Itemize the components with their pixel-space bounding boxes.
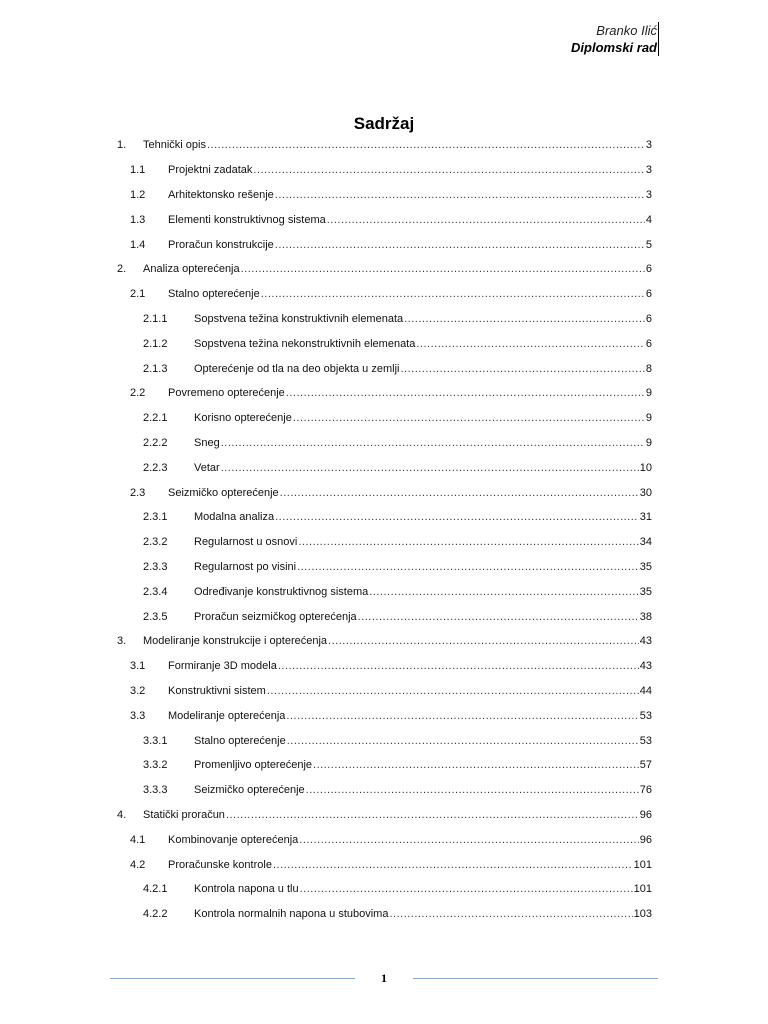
toc-entry-page: 31 — [639, 511, 652, 524]
toc-entry[interactable] — [117, 381, 652, 406]
toc-entry[interactable] — [117, 753, 652, 778]
toc-dot-leader — [207, 139, 645, 151]
toc-entry-number: 2.1.3 — [143, 362, 168, 375]
toc-entry-number: 4.1 — [130, 833, 146, 846]
toc-entry[interactable] — [117, 703, 652, 728]
toc-entry-label: Opterećenje od tla na deo objekta u zemlji — [194, 362, 400, 375]
toc-entry-label: Modalna analiza — [194, 511, 275, 524]
toc-entry-label: Modeliranje opterećenja — [168, 709, 286, 722]
toc-dot-leader — [327, 214, 645, 226]
toc-dot-leader — [313, 759, 639, 771]
toc-entry-number: 2.2.2 — [143, 436, 168, 449]
footer-rule-left — [110, 978, 355, 979]
toc-dot-leader — [293, 412, 645, 424]
toc-entry-label: Stalno opterećenje — [168, 288, 260, 301]
toc-dot-leader — [275, 239, 645, 251]
toc-entry-page: 57 — [639, 759, 652, 772]
toc-entry-label: Vetar — [194, 461, 220, 474]
toc-entry-number: 2.3.2 — [143, 536, 168, 549]
toc-entry-label: Sopstvena težina konstruktivnih elemenata — [194, 312, 404, 325]
toc-entry-label: Proračunske kontrole — [168, 858, 272, 871]
toc-dot-leader — [286, 387, 645, 399]
toc-entry-page: 5 — [645, 238, 652, 251]
toc-entry-page: 3 — [645, 188, 652, 201]
toc-entry-number: 4.2.1 — [143, 883, 168, 896]
toc-entry-number: 1.1 — [130, 164, 146, 177]
toc-entry-label: Seizmičko opterećenje — [168, 486, 279, 499]
toc-entry-label: Povremeno opterećenje — [168, 387, 285, 400]
toc-entry[interactable] — [117, 431, 652, 456]
toc-entry-page: 30 — [639, 486, 652, 499]
toc-entry[interactable] — [117, 307, 652, 332]
toc-dot-leader — [241, 263, 645, 275]
footer-page-number: 1 — [381, 971, 387, 985]
header-author: Branko Ilić — [596, 23, 657, 38]
toc-entry-page: 96 — [639, 833, 652, 846]
toc-dot-leader — [286, 710, 638, 722]
toc-entry-number: 4.2.2 — [143, 908, 168, 921]
toc-dot-leader — [287, 735, 639, 747]
toc-entry-number: 3.3.2 — [143, 759, 168, 772]
toc-entry-label: Seizmičko opterećenje — [194, 784, 305, 797]
toc-entry-page: 3 — [645, 164, 652, 177]
toc-entry-number: 2.3.1 — [143, 511, 168, 524]
toc-entry-page: 76 — [639, 784, 652, 797]
toc-entry-number: 3.3.3 — [143, 784, 168, 797]
toc-entry-number: 2.1 — [130, 288, 146, 301]
toc-entry[interactable] — [117, 902, 652, 927]
toc-entry[interactable] — [117, 803, 652, 828]
toc-entry-label: Arhitektonsko rešenje — [168, 188, 274, 201]
toc-entry-number: 1.3 — [130, 213, 146, 226]
toc-entry-page: 34 — [639, 536, 652, 549]
toc-entry-number: 2.3 — [130, 486, 146, 499]
toc-entry[interactable] — [117, 629, 652, 654]
toc-entry[interactable] — [117, 579, 652, 604]
toc-entry[interactable] — [117, 207, 652, 232]
toc-entry-number: 3.2 — [130, 684, 146, 697]
toc-entry-page: 53 — [639, 734, 652, 747]
toc-entry[interactable] — [117, 827, 652, 852]
toc-entry[interactable] — [117, 257, 652, 282]
toc-entry-label: Određivanje konstruktivnog sistema — [194, 585, 369, 598]
toc-entry-page: 53 — [639, 709, 652, 722]
toc-dot-leader — [299, 834, 638, 846]
toc-dot-leader — [404, 313, 645, 325]
toc-entry-label: Statički proračun — [143, 808, 225, 821]
toc-entry[interactable] — [117, 679, 652, 704]
toc-dot-leader — [275, 189, 645, 201]
toc-dot-leader — [298, 536, 638, 548]
toc-title: Sadržaj — [353, 114, 415, 133]
toc-entry-number: 4. — [117, 808, 127, 821]
toc-entry-label: Proračun konstrukcije — [168, 238, 274, 251]
toc-entry-page: 4 — [645, 213, 652, 226]
toc-entry-label: Konstruktivni sistem — [168, 684, 266, 697]
toc-entry-label: Kontrola napona u tlu — [194, 883, 299, 896]
toc-entry[interactable] — [117, 183, 652, 208]
toc-entry-number: 2.1.2 — [143, 337, 168, 350]
toc-dot-leader — [416, 338, 645, 350]
toc-dot-leader — [280, 487, 639, 499]
toc-dot-leader — [261, 288, 645, 300]
toc-entry-label: Kombinovanje opterećenja — [168, 833, 299, 846]
toc-dot-leader — [297, 561, 639, 573]
toc-entry[interactable] — [117, 232, 652, 257]
toc-entry-page: 6 — [645, 312, 652, 325]
toc-dot-leader — [369, 586, 639, 598]
toc-dot-leader — [253, 164, 644, 176]
toc-dot-leader — [400, 363, 644, 375]
toc-entry-page: 44 — [639, 684, 652, 697]
toc-entry-label: Stalno opterećenje — [194, 734, 286, 747]
toc-entry-page: 9 — [645, 412, 652, 425]
toc-entry-number: 2. — [117, 263, 127, 276]
table-of-contents — [117, 133, 652, 927]
toc-entry-page: 6 — [645, 337, 652, 350]
toc-entry-number: 2.1.1 — [143, 312, 168, 325]
toc-entry-number: 1.2 — [130, 188, 146, 201]
toc-entry-number: 3. — [117, 635, 127, 648]
toc-entry-number: 1.4 — [130, 238, 146, 251]
toc-entry-page: 6 — [645, 288, 652, 301]
toc-entry-label: Korisno opterećenje — [194, 412, 292, 425]
toc-entry-number: 3.3.1 — [143, 734, 168, 747]
toc-entry-page: 10 — [639, 461, 652, 474]
toc-entry-page: 3 — [645, 139, 652, 152]
header-document-title: Diplomski rad — [571, 40, 657, 55]
toc-entry[interactable] — [117, 555, 652, 580]
toc-entry-number: 2.3.5 — [143, 610, 168, 623]
toc-entry-label: Proračun seizmičkog opterećenja — [194, 610, 357, 623]
toc-entry-label: Projektni zadatak — [168, 164, 253, 177]
toc-entry-page: 43 — [639, 660, 652, 673]
toc-dot-leader — [267, 685, 639, 697]
toc-entry-label: Kontrola normalnih napona u stubovima — [194, 908, 389, 921]
toc-entry-number: 2.3.4 — [143, 585, 168, 598]
footer-rule-right — [413, 978, 658, 979]
toc-entry-label: Regularnost po visini — [194, 560, 297, 573]
toc-entry-label: Tehnički opis — [143, 139, 206, 152]
toc-entry[interactable] — [117, 282, 652, 307]
toc-entry-label: Sopstvena težina nekonstruktivnih elemenata — [194, 337, 416, 350]
page-header — [357, 22, 657, 56]
toc-entry-page: 96 — [639, 808, 652, 821]
toc-entry-number: 2.3.3 — [143, 560, 168, 573]
toc-entry[interactable] — [117, 604, 652, 629]
toc-entry[interactable] — [117, 158, 652, 183]
toc-dot-leader — [278, 660, 639, 672]
toc-entry-label: Elementi konstruktivnog sistema — [168, 213, 326, 226]
toc-entry-page: 43 — [639, 635, 652, 648]
toc-dot-leader — [328, 635, 639, 647]
toc-entry-label: Formiranje 3D modela — [168, 660, 277, 673]
toc-entry[interactable] — [117, 654, 652, 679]
toc-entry[interactable] — [117, 530, 652, 555]
toc-entry-page: 101 — [633, 883, 652, 896]
toc-entry-page: 35 — [639, 560, 652, 573]
toc-entry-label: Modeliranje konstrukcije i opterećenja — [143, 635, 328, 648]
toc-entry-page: 38 — [639, 610, 652, 623]
toc-entry[interactable] — [117, 505, 652, 530]
toc-entry-number: 2.2.1 — [143, 412, 168, 425]
toc-entry-page: 9 — [645, 387, 652, 400]
toc-entry-page: 9 — [645, 436, 652, 449]
toc-dot-leader — [358, 611, 639, 623]
toc-entry-page: 103 — [633, 908, 652, 921]
header-rule — [658, 22, 659, 56]
toc-entry-number: 3.3 — [130, 709, 146, 722]
toc-entry-label: Regularnost u osnovi — [194, 536, 298, 549]
toc-entry-label: Sneg — [194, 436, 220, 449]
toc-entry-label: Analiza opterećenja — [143, 263, 240, 276]
toc-entry-label: Promenljivo opterećenje — [194, 759, 313, 772]
toc-dot-leader — [275, 511, 639, 523]
toc-entry-number: 3.1 — [130, 660, 146, 673]
toc-entry-number: 2.2 — [130, 387, 146, 400]
toc-entry[interactable] — [117, 480, 652, 505]
toc-dot-leader — [226, 809, 639, 821]
toc-entry[interactable] — [117, 455, 652, 480]
toc-dot-leader — [389, 908, 632, 920]
toc-entry[interactable] — [117, 406, 652, 431]
toc-dot-leader — [300, 883, 633, 895]
toc-entry[interactable] — [117, 778, 652, 803]
toc-entry[interactable] — [117, 877, 652, 902]
toc-entry[interactable] — [117, 852, 652, 877]
toc-entry[interactable] — [117, 331, 652, 356]
toc-entry[interactable] — [117, 356, 652, 381]
toc-entry[interactable] — [117, 728, 652, 753]
toc-entry[interactable] — [117, 133, 652, 158]
toc-entry-page: 8 — [645, 362, 652, 375]
toc-dot-leader — [306, 784, 639, 796]
toc-entry-page: 101 — [633, 858, 652, 871]
toc-entry-page: 35 — [639, 585, 652, 598]
toc-entry-number: 4.2 — [130, 858, 146, 871]
toc-dot-leader — [221, 462, 639, 474]
toc-entry-page: 6 — [645, 263, 652, 276]
toc-dot-leader — [221, 437, 645, 449]
toc-dot-leader — [273, 859, 633, 871]
toc-entry-number: 2.2.3 — [143, 461, 168, 474]
toc-entry-number: 1. — [117, 139, 127, 152]
